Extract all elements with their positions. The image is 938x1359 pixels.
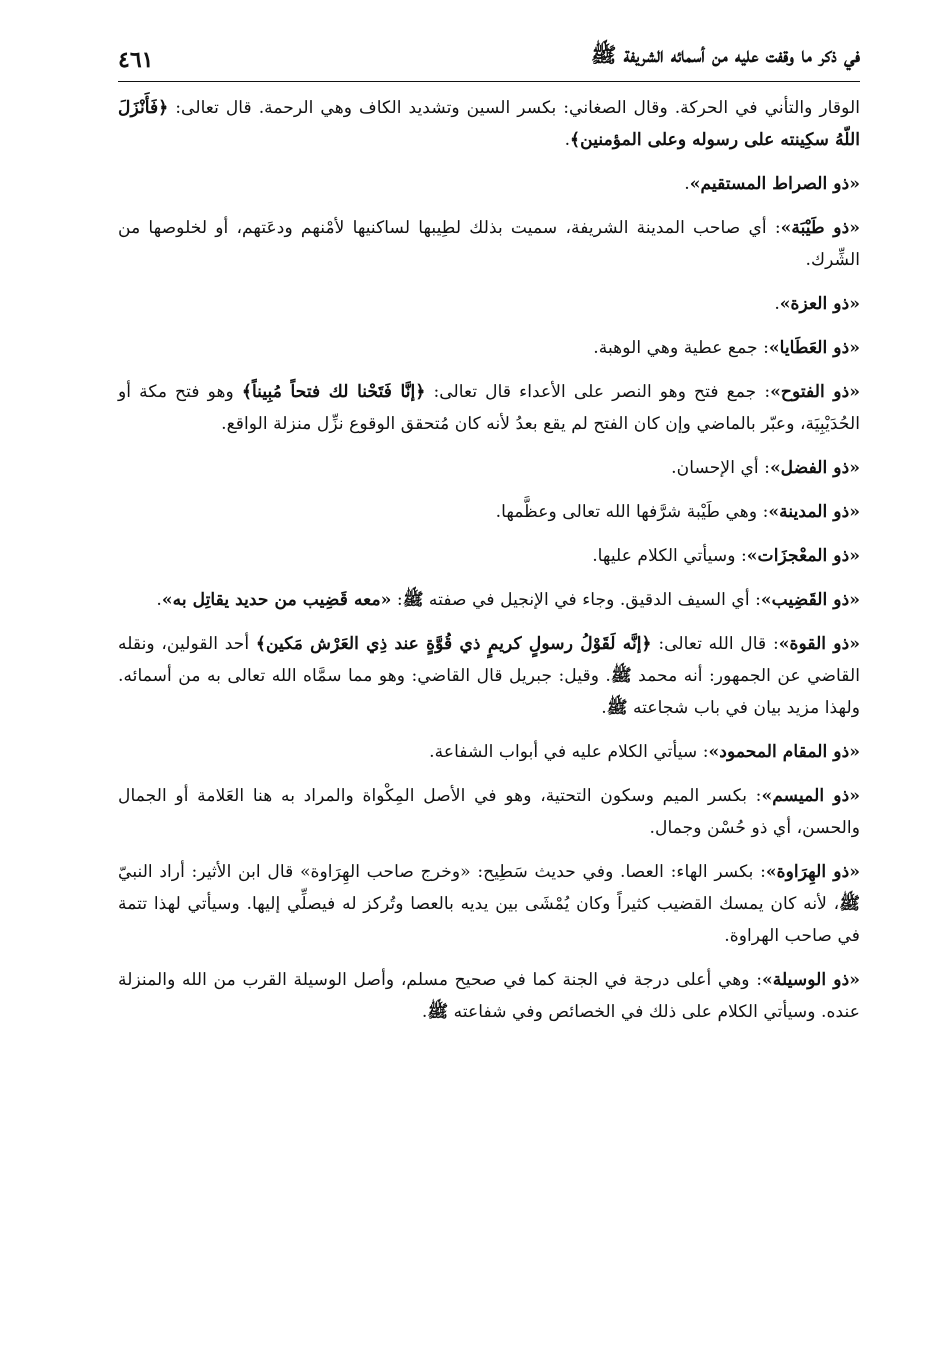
entry-term: «ذو الميسم»	[761, 786, 860, 806]
salutation-symbol: ﷺ	[606, 698, 628, 718]
entry-term: «ذو القوة»	[778, 634, 861, 654]
entry-text: وهو فتح مكة أو الحُدَيْبِيَة، وعبّر بالماضي وإن كان الفتح لم يقع بعدُ لأنه كان مُتحقق الوقوع نزِّل منزلة الواقع.	[118, 382, 860, 434]
paragraph	[118, 376, 860, 440]
entry-text: : قال الله تعالى:	[651, 634, 779, 654]
salutation-symbol: ﷺ	[610, 666, 632, 686]
paragraph	[118, 736, 860, 768]
quotation: ﴿إنَّا فَتَحْنا لك فتحاً مُبِيناً﴾	[241, 382, 426, 402]
page-body	[118, 92, 860, 1028]
paragraph	[118, 856, 860, 952]
paragraph	[118, 452, 860, 484]
paragraph	[118, 964, 860, 1028]
entry-term: «ذو المقام المحمود»	[708, 742, 860, 762]
entry-term: «ذو الفتوح»	[770, 382, 860, 402]
paragraph	[118, 168, 860, 200]
entry-text: .	[774, 294, 780, 314]
entry-text: .	[684, 174, 690, 194]
paragraph	[118, 288, 860, 320]
salutation-symbol: ﷺ	[427, 1002, 449, 1022]
entry-text: .	[601, 698, 607, 718]
entry-text: : وهي أعلى درجة في الجنة كما في صحيح مسلم، وأصل الوسيلة القرب من الله والمنزلة عنده. وسيأتي الكلام على ذلك في الخصائص وفي شفاعته	[118, 970, 860, 1022]
entry-text: : أي صاحب المدينة الشريفة، سميت بذلك لطِيبها لساكنيها لأمْنهم ودعَتهم، أو لخلوصها من الشِّرك.	[118, 218, 860, 270]
entry-text: : أي الإحسان.	[671, 458, 770, 478]
entry-text: : أي السيف الدقيق. وجاء في الإنجيل في صفته	[423, 590, 761, 610]
entry-text: .	[421, 1002, 428, 1022]
paragraph	[118, 92, 860, 156]
entry-text: : جمع عطية وهي الوهبة.	[593, 338, 769, 358]
entry-text: : سيأتي الكلام عليه في أبواب الشفاعة.	[429, 742, 709, 762]
entry-text: أحد القولين، ونقله القاضي عن الجمهور: أنه محمد	[118, 634, 860, 686]
running-title: في ذكر ما وقفت عليه من أسمائه الشريفة ﷺ	[590, 42, 860, 67]
entry-term: «ذو الهِرَاوة»	[765, 862, 860, 882]
salutation-symbol: ﷺ	[402, 590, 424, 610]
entry-term: «ذو طَيْبَة»	[780, 218, 860, 238]
entry-text: .	[564, 130, 571, 150]
paragraph	[118, 332, 860, 364]
entry-text: : جمع فتح وهو النصر على الأعداء قال تعالى:	[425, 382, 771, 402]
paragraph	[118, 212, 860, 276]
quotation: ﴿فَأَنْزَلَ اللّهُ سكِينته على رسوله وعلى المؤمنين﴾	[118, 98, 860, 150]
paragraph	[118, 780, 860, 844]
page-header	[118, 42, 860, 82]
salutation-symbol: ﷺ	[839, 894, 860, 914]
entry-term: «ذو القَضِيب»	[760, 590, 860, 610]
entry-term: «ذو الفضل»	[769, 458, 860, 478]
entry-term: «ذو العَطَايا»	[768, 338, 860, 358]
paragraph	[118, 496, 860, 528]
entry-term: «ذو المعْجزَات»	[746, 546, 860, 566]
entry-text: : بكسر الميم وسكون التحتية، وهو في الأصل المِكْواة والمراد به هنا العَلامة أو الجمال والحسن، أي ذو حُسْن وجمال.	[118, 786, 860, 838]
entry-text: : وهي طَيْبة شرَّفها الله تعالى وعظَّمها.	[495, 502, 769, 522]
entry-term: «ذو المدينة»	[768, 502, 860, 522]
entry-term: «ذو العزة»	[779, 294, 860, 314]
paragraph	[118, 584, 860, 616]
entry-text: ، لأنه كان يمسك القضيب كثيراً وكان يُمْشَى بين يديه بالعصا وتُركز له فيصلِّي إليها. وسيأتي لهذا تتمة في صاحب الهراوة.	[118, 894, 860, 946]
quotation: «معه قَضِيب من حديد يقاتِل به»	[161, 590, 392, 610]
paragraph	[118, 628, 860, 724]
quotation: ﴿إنَّه لَقَوْلُ رسولٍ كريمٍ ذي قُوَّةٍ عند ذِي العَرْش مَكين﴾	[255, 634, 652, 654]
entry-text: :	[391, 590, 403, 610]
entry-term: «ذو الصراط المستقيم»	[689, 174, 860, 194]
entry-text: : بكسر الهاء: العصا. وفي حديث سَطِيح: «وخرج صاحب الهِرَاوة» قال ابن الأثير: أراد النبيّ	[118, 862, 766, 882]
entry-text: . وقيل: جبريل قال القاضي: وهو مما سمَّاه الله تعالى به من أسمائه. ولهذا مزيد بيان في باب شجاعته	[118, 666, 860, 718]
entry-text: .	[156, 590, 162, 610]
entry-term: «ذو الوسيلة»	[762, 970, 860, 990]
paragraph	[118, 540, 860, 572]
entry-text: : وسيأتي الكلام عليها.	[592, 546, 747, 566]
page-number: ٤٦١	[118, 47, 154, 73]
entry-text: الوقار والتأني في الحركة. وقال الصغاني: بكسر السين وتشديد الكاف وهي الرحمة. قال تعالى:	[168, 98, 860, 118]
